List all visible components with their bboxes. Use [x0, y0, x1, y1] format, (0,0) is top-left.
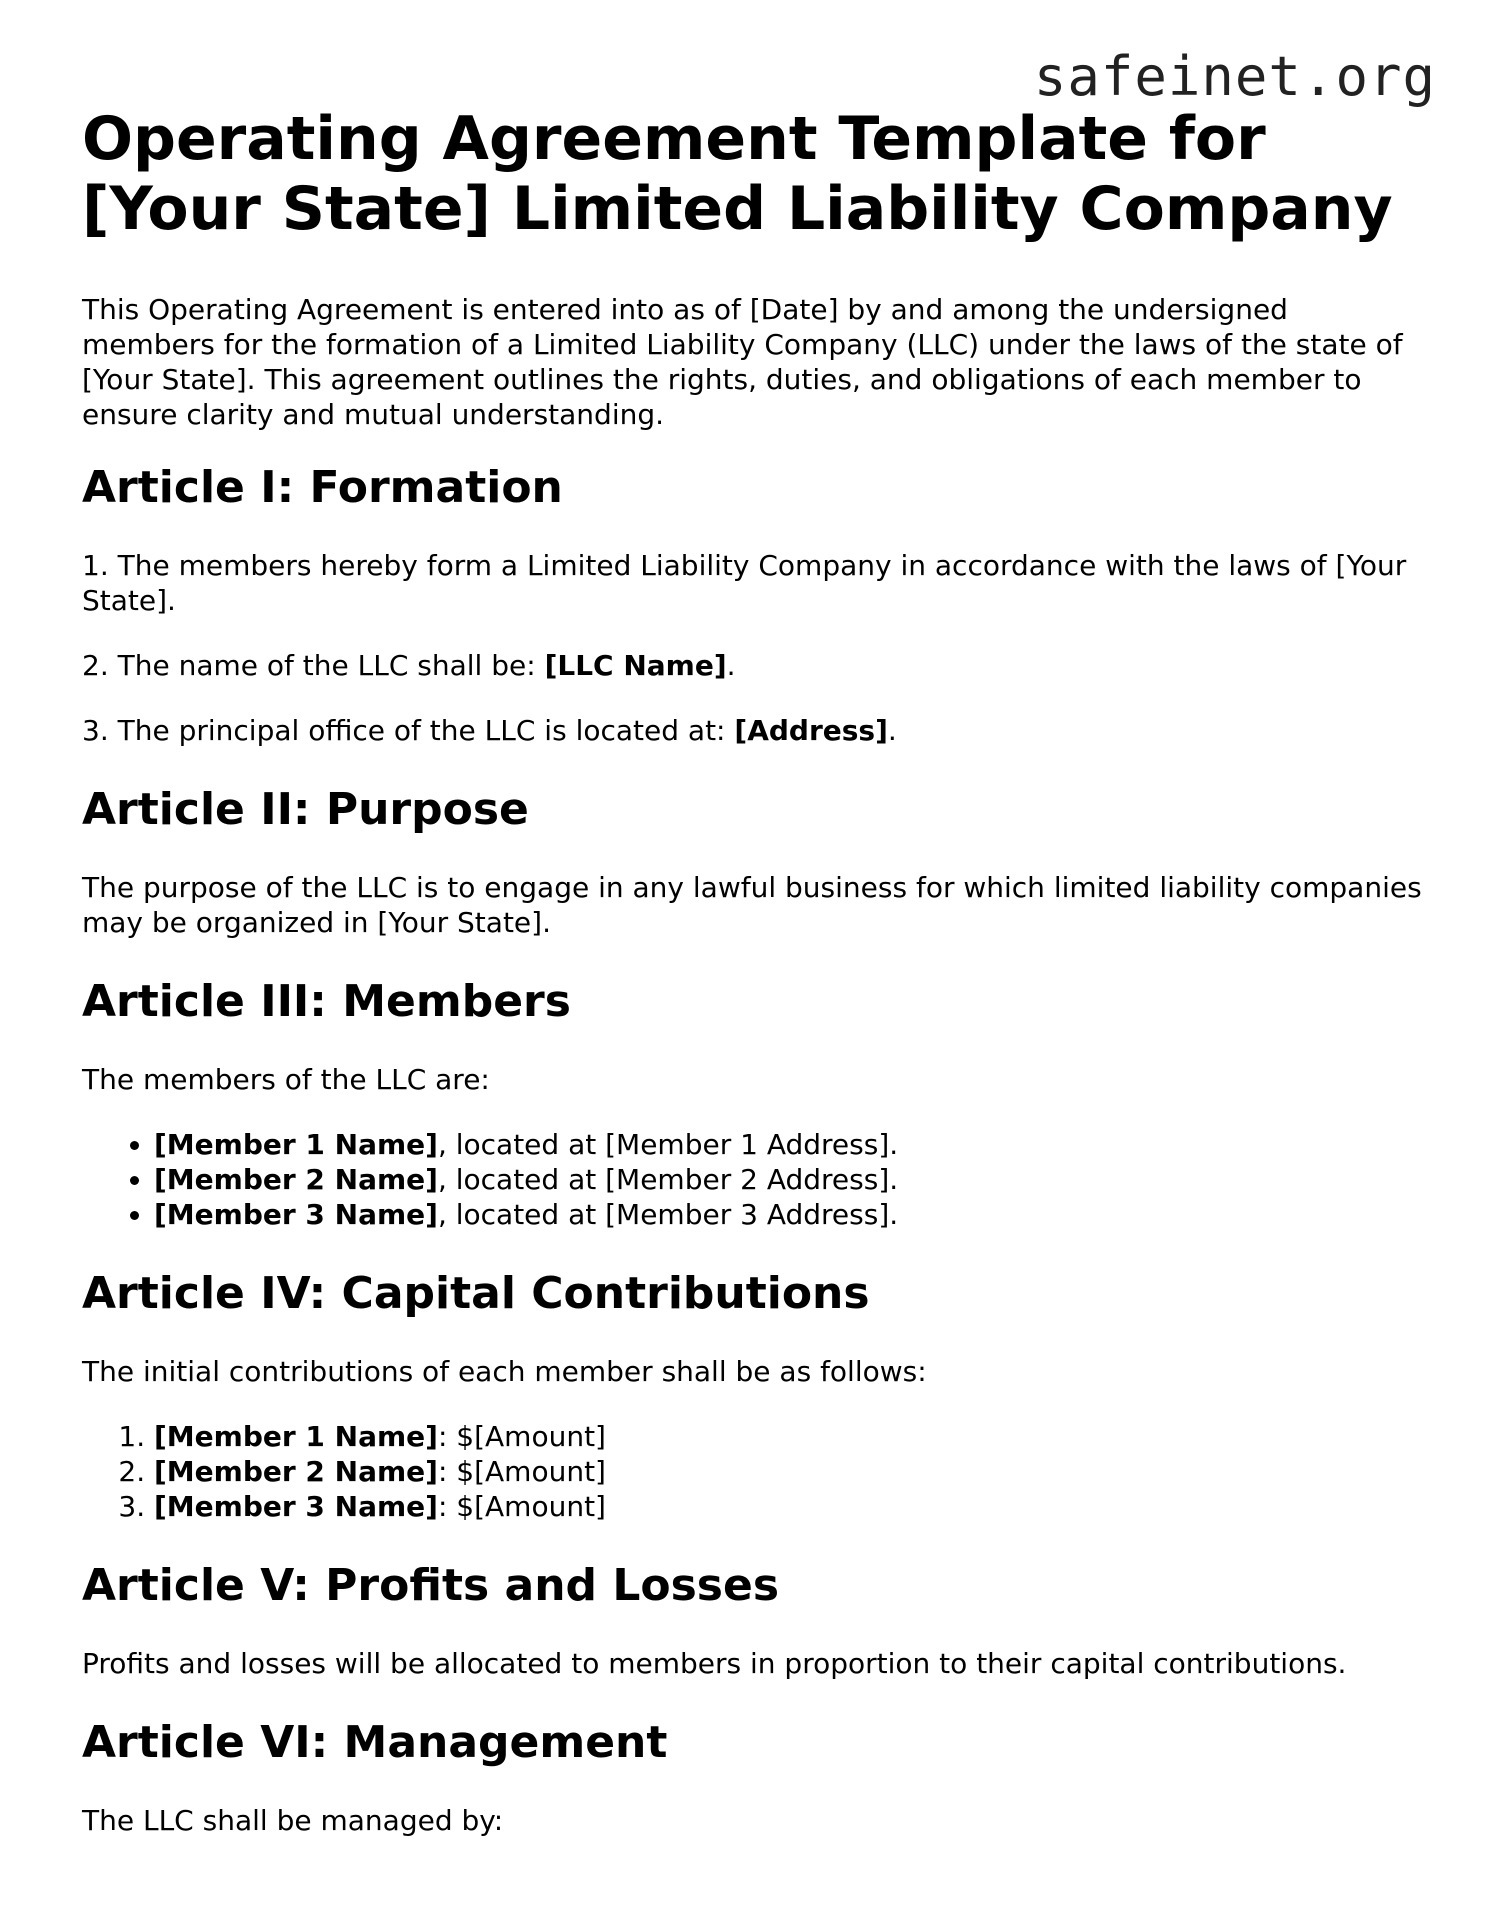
article-3-intro: The members of the LLC are:: [82, 1063, 490, 1096]
member-address: , located at [Member 1 Address].: [437, 1128, 899, 1161]
article-3-heading: Article III: Members: [82, 976, 571, 1027]
list-item: [154, 1127, 1422, 1162]
article-2-text: The purpose of the LLC is to engage in any lawful business for which limited liability companies may be organized in [Your State].: [82, 871, 1422, 939]
list-item: [154, 1489, 1422, 1524]
list-item: [154, 1197, 1422, 1232]
article-2-heading: Article II: Purpose: [82, 784, 529, 835]
intro-paragraph: This Operating Agreement is entered into as of [Date] by and among the undersigned members for the formation of a Limited Liability Company (LLC) under the laws of the state of [Your State]. This agreement outlines the rights, duties, and obligations of each member to ensure clarity and mutual understanding.: [82, 293, 1403, 431]
contribution-amount: : $[Amount]: [437, 1455, 606, 1488]
document-page: [82, 104, 1422, 1868]
list-item: [154, 1162, 1422, 1197]
article-1-item-2: [82, 648, 1422, 683]
article-4-heading: Article IV: Capital Contributions: [82, 1268, 870, 1319]
watermark: safeinet.org: [1033, 45, 1436, 108]
contributions-list: [82, 1419, 1422, 1524]
member-name: [Member 1 Name]: [154, 1128, 438, 1161]
member-name: [Member 2 Name]: [154, 1455, 438, 1488]
member-name: [Member 3 Name]: [154, 1490, 438, 1523]
article-5-text: Profits and losses will be allocated to members in proportion to their capital contributions.: [82, 1647, 1347, 1680]
article-4-intro: The initial contributions of each member shall be as follows:: [82, 1355, 927, 1388]
article-6-text: The LLC shall be managed by:: [82, 1804, 504, 1837]
article-1-item-3-prefix: 3. The principal office of the LLC is located at:: [82, 714, 735, 747]
article-1-heading: Article I: Formation: [82, 462, 563, 513]
document-title: Operating Agreement Template for [Your State] Limited Liability Company: [82, 104, 1393, 244]
members-list: [82, 1127, 1422, 1232]
list-item: [154, 1419, 1422, 1454]
contribution-amount: : $[Amount]: [437, 1490, 606, 1523]
article-1-item-2-suffix: .: [726, 649, 736, 682]
member-name: [Member 1 Name]: [154, 1420, 438, 1453]
article-1-item-3-suffix: .: [887, 714, 897, 747]
article-1-item-3: [82, 713, 1422, 748]
member-name: [Member 2 Name]: [154, 1163, 438, 1196]
article-6-heading: Article VI: Management: [82, 1717, 668, 1768]
llc-name-placeholder: [LLC Name]: [544, 649, 727, 682]
address-placeholder: [Address]: [734, 714, 888, 747]
list-item: [154, 1454, 1422, 1489]
article-5-heading: Article V: Profits and Losses: [82, 1560, 780, 1611]
article-1-item-2-prefix: 2. The name of the LLC shall be:: [82, 649, 545, 682]
contribution-amount: : $[Amount]: [437, 1420, 606, 1453]
member-name: [Member 3 Name]: [154, 1198, 438, 1231]
member-address: , located at [Member 3 Address].: [437, 1198, 899, 1231]
member-address: , located at [Member 2 Address].: [437, 1163, 899, 1196]
article-1-item-1: 1. The members hereby form a Limited Liability Company in accordance with the laws of [Your State].: [82, 549, 1407, 617]
